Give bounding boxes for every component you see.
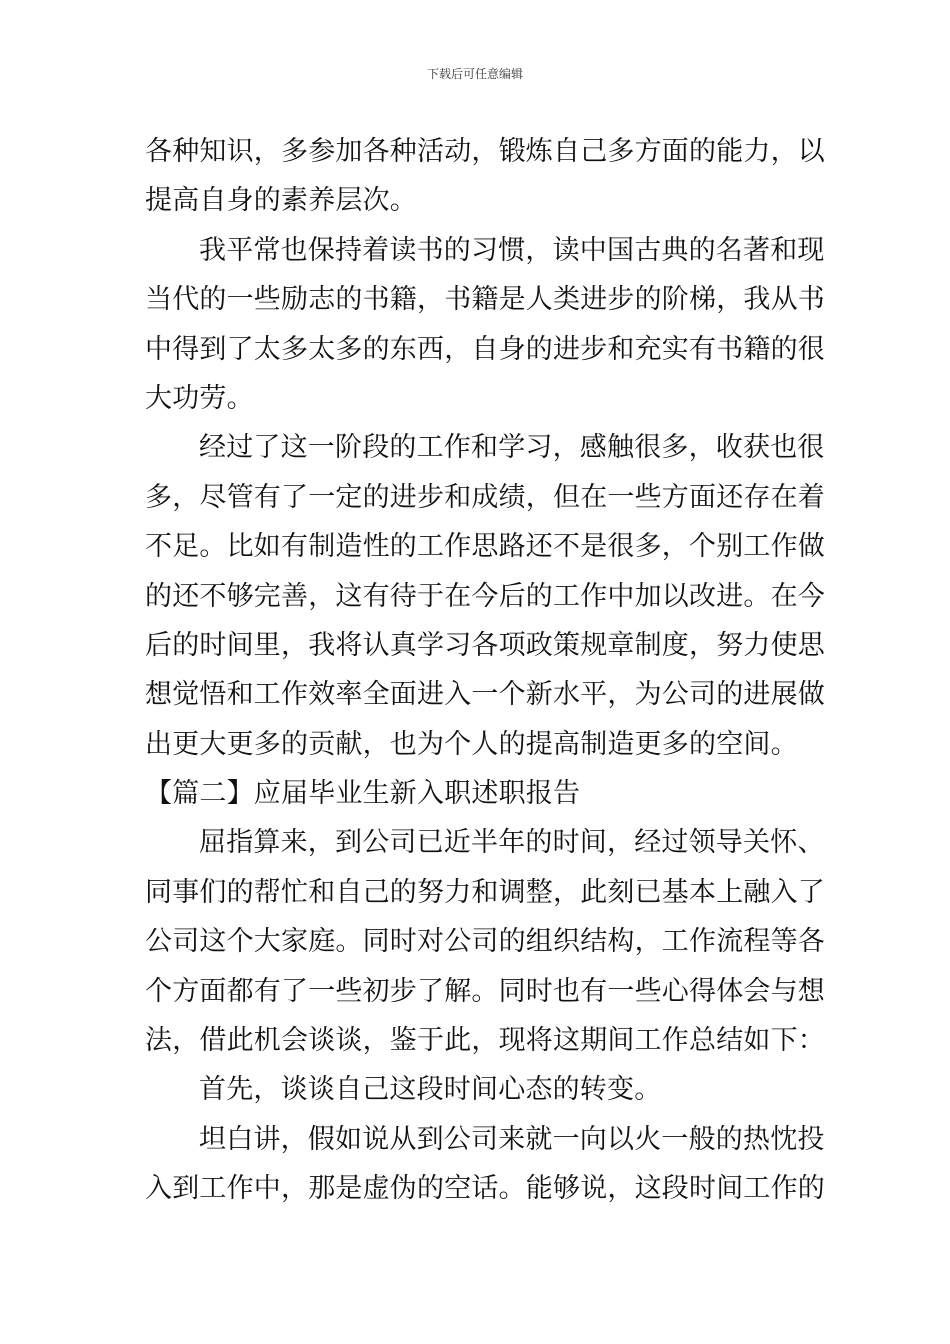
page-header: 下载后可任意编辑 — [426, 67, 523, 81]
text-line: 各种知识，多参加各种活动，锻炼自己多方面的能力，以 — [145, 136, 825, 167]
paragraph-start-line: 首先，谈谈自己这段时间心态的转变。 — [199, 1074, 662, 1106]
paragraph-start-line: 坦白讲，假如说从到公司来就一向以火一般的热忱投 — [199, 1123, 825, 1155]
text-line: 中得到了太多太多的东西，自身的进步和充实有书籍的很 — [145, 333, 825, 365]
paragraph-start-line: 屈指算来，到公司已近半年的时间，经过领导关怀、 — [199, 827, 825, 859]
text-line: 个方面都有了一些初步了解。同时也有一些心得体会与想 — [145, 975, 825, 1007]
text-line: 后的时间里，我将认真学习各项政策规章制度，努力使思 — [145, 629, 825, 661]
paragraph-start-line: 我平常也保持着读书的习惯，读中国古典的名著和现 — [199, 234, 825, 266]
text-line: 想觉悟和工作效率全面进入一个新水平，为公司的进展做 — [145, 679, 825, 711]
text-line: 多，尽管有了一定的进步和成绩，但在一些方面还存在着 — [145, 481, 825, 513]
text-line: 公司这个大家庭。同时对公司的组织结构，工作流程等各 — [145, 926, 825, 958]
text-line: 的还不够完善，这有待于在今后的工作中加以改进。在今 — [145, 580, 825, 612]
text-line: 大功劳。 — [145, 382, 254, 414]
text-line: 当代的一些励志的书籍，书籍是人类进步的阶梯，我从书 — [145, 284, 825, 316]
text-line: 入到工作中，那是虚伪的空话。能够说，这段时间工作的 — [145, 1173, 825, 1205]
text-line: 同事们的帮忙和自己的努力和调整，此刻已基本上融入了 — [145, 876, 825, 908]
text-line: 不足。比如有制造性的工作思路还不是很多，个别工作做 — [145, 531, 825, 563]
text-line: 提高自身的素养层次。 — [145, 185, 417, 217]
paragraph-start-line: 经过了这一阶段的工作和学习，感触很多，收获也很 — [199, 432, 825, 464]
document-body — [145, 127, 825, 1214]
text-line: 出更大更多的贡献，也为个人的提高制造更多的空间。 — [145, 728, 798, 760]
text-line: 法，借此机会谈谈，鉴于此，现将这期间工作总结如下： — [145, 1025, 825, 1057]
section-heading: 【篇二】应届毕业生新入职述职报告 — [145, 778, 581, 810]
